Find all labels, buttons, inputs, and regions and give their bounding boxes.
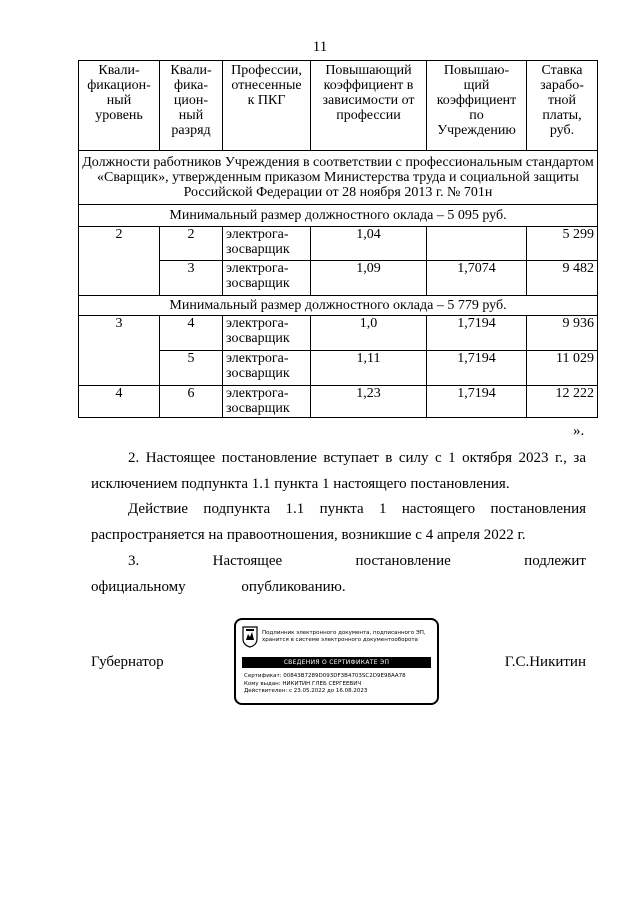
coefficient-cell: 1,09 (311, 261, 427, 296)
qualification-level-cell: 3 (79, 316, 160, 386)
grade-cell: 6 (160, 386, 223, 418)
profession-cell: электрога- зосварщик (223, 261, 311, 296)
paragraph-effective-date (91, 445, 586, 497)
rate-cell: 9 482 (527, 261, 598, 296)
paragraph-text: 2. Настоящее постановление вступает в силу с 1 октября 2023 г., за исключением подпункта 1.1 пункта 1 настоящего постановления. (91, 450, 586, 492)
rate-cell: 12 222 (527, 386, 598, 418)
table-row (79, 316, 598, 351)
min-salary-row-2: Минимальный размер должностного оклада – 5 779 руб. (79, 296, 598, 316)
rate-cell: 9 936 (527, 316, 598, 351)
stamp-line-1: Подлинник электронного документа, подписанного ЭП, (262, 630, 426, 636)
institution-coefficient-cell: 1,7194 (427, 386, 527, 418)
qualification-level-cell: 2 (79, 227, 160, 296)
grade-cell: 3 (160, 261, 223, 296)
header-wage-rate: Ставка зарабо- тной платы, руб. (527, 61, 598, 151)
header-qualification-level: Квали- фикацион- ный уровень (79, 61, 160, 151)
header-professions: Профессии, отнесенные к ПКГ (223, 61, 311, 151)
header-profession-coefficient: Повышающий коэффициент в зависимости от профессии (311, 61, 427, 151)
paragraph-retroactive (91, 496, 586, 548)
coat-of-arms-icon (242, 626, 258, 648)
signatory-position: Губернатор (91, 654, 164, 670)
min-salary-row-1: Минимальный размер должностного оклада – 5 095 руб. (79, 205, 598, 227)
institution-coefficient-cell: 1,7194 (427, 316, 527, 351)
paragraph-publication (91, 548, 586, 600)
electronic-signature-stamp (234, 618, 439, 705)
institution-coefficient-cell: 1,7194 (427, 351, 527, 386)
header-qualification-grade: Квали- фика- цион- ный разряд (160, 61, 223, 151)
salary-table (78, 60, 598, 418)
institution-coefficient-cell: 1,7074 (427, 261, 527, 296)
grade-cell: 5 (160, 351, 223, 386)
coefficient-cell: 1,0 (311, 316, 427, 351)
stamp-details (244, 673, 406, 696)
page-number: 11 (312, 39, 328, 55)
coefficient-cell: 1,11 (311, 351, 427, 386)
section-title: Должности работников Учреждения в соответствии с профессиональным стандартом «Сварщик», утвержденным приказом Министерства труда и социальной защиты Российской Федерации от 28 ноября 2013 г. № 701н (79, 151, 598, 205)
stamp-caption (262, 630, 437, 644)
qualification-level-cell: 4 (79, 386, 160, 418)
certificate-number: Сертификат: 00843B7289D093DF3B4703SC2D9E98AA78 (244, 673, 406, 679)
grade-cell: 2 (160, 227, 223, 261)
table-row (79, 227, 598, 261)
table-row (79, 386, 598, 418)
stamp-line-2: хранится в системе электронного документооборота (262, 637, 418, 643)
signatory-name: Г.С.Никитин (504, 654, 586, 670)
table-header-row (79, 61, 598, 151)
profession-cell: электрога- зосварщик (223, 351, 311, 386)
closing-quote: ». (573, 423, 585, 439)
grade-cell: 4 (160, 316, 223, 351)
paragraph-text: 3. Настоящее постановление подлежит официальному опубликованию. (91, 553, 586, 595)
paragraph-text: Действие подпункта 1.1 пункта 1 настоящего постановления распространяется на правоотношения, возникшие с 4 апреля 2022 г. (91, 501, 586, 543)
profession-cell: электрога- зосварщик (223, 227, 311, 261)
certificate-validity: Действителен: с 23.05.2022 до 16.08.2023 (244, 688, 368, 694)
certificate-owner: Кому выдан: НИКИТИН ГЛЕБ СЕРГЕЕВИЧ (244, 680, 362, 687)
rate-cell: 5 299 (527, 227, 598, 261)
stamp-header: СВЕДЕНИЯ О СЕРТИФИКАТЕ ЭП (242, 657, 431, 668)
rate-cell: 11 029 (527, 351, 598, 386)
profession-cell: электрога- зосварщик (223, 316, 311, 351)
coefficient-cell: 1,23 (311, 386, 427, 418)
profession-cell: электрога- зосварщик (223, 386, 311, 418)
coefficient-cell: 1,04 (311, 227, 427, 261)
header-institution-coefficient: Повышаю- щий коэффициент по Учреждению (427, 61, 527, 151)
institution-coefficient-cell (427, 227, 527, 261)
